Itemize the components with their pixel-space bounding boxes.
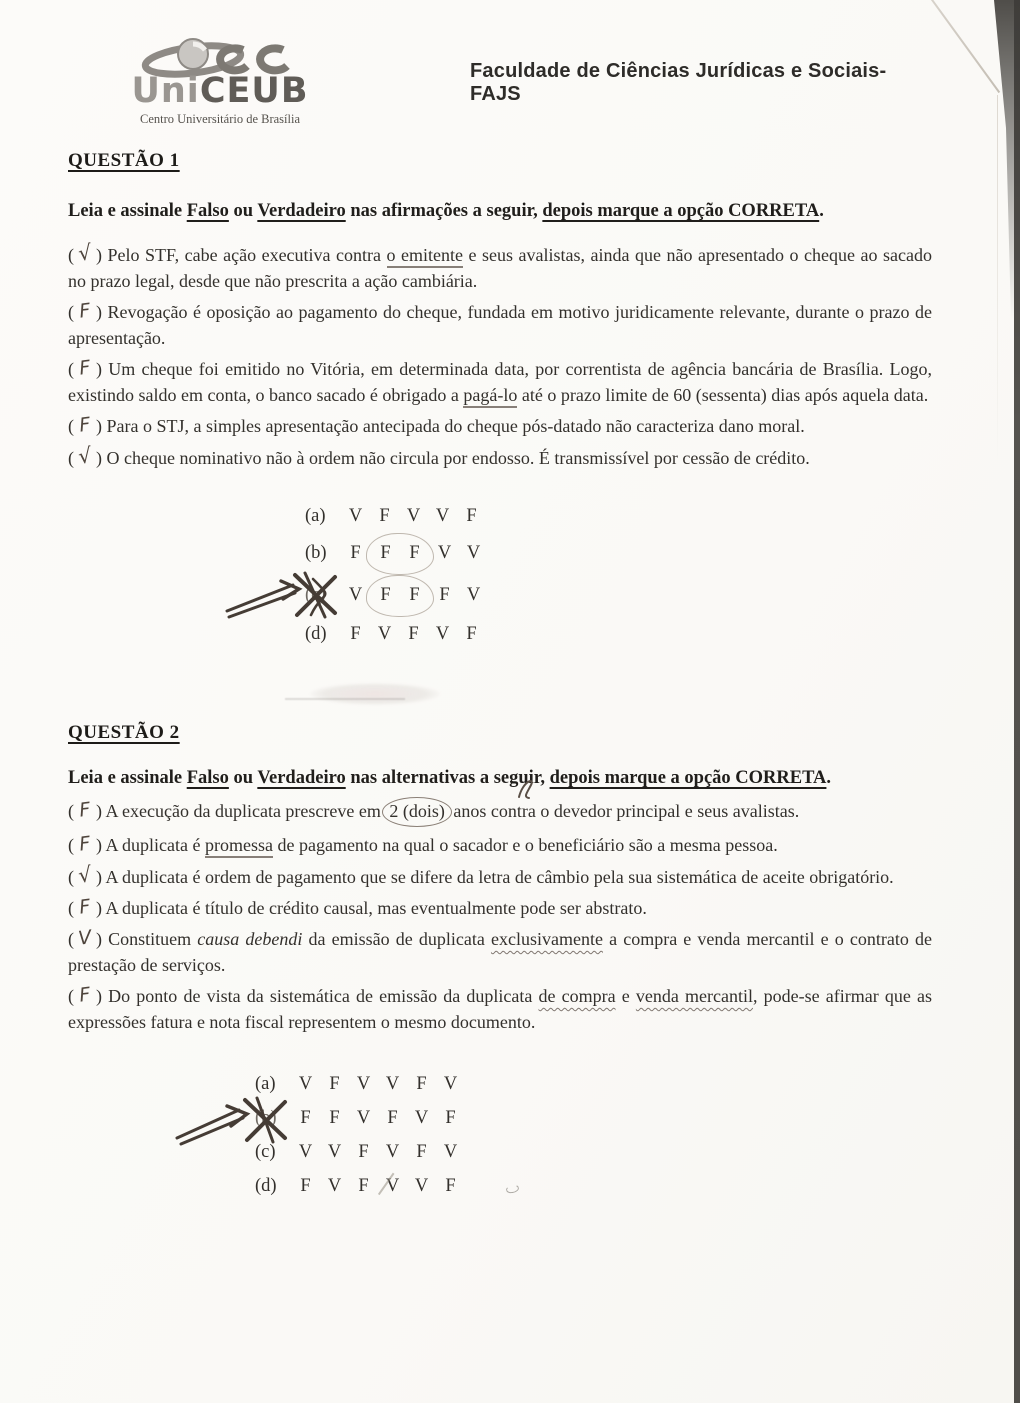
q1-options [305,499,932,651]
latin-term: causa debendi [197,929,303,949]
q1-statement-2: ( F ) Revogação é oposição ao pagamento do cheque, fundada em motivo juridicamente relevante, durante o prazo de apresentação. [68,299,932,351]
faculty-title: Faculdade de Ciências Jurídicas e Sociais- FAJS [470,60,887,105]
handwritten-mark: √ [76,443,93,469]
pen-underlined-text: promessa [205,835,273,858]
question-1-instruction: Leia e assinale Falso ou Verdadeiro nas afirmações a seguir, depois marque a opção CORRETA. [68,201,824,221]
pen-underlined-text: de compra [538,986,616,1006]
handwritten-mark: F [78,798,92,822]
q1-option-c-crossed: (c) V F F F V [305,575,932,617]
pen-underlined-text: o emitente [387,245,463,268]
pen-squiggle-icon [515,777,545,801]
q1-statement-4: ( F ) Para o STJ, a simples apresentação antecipada do cheque pós-datado não caracteriza dano moral. [68,413,932,439]
q2-statement-1: ( F ) A execução da duplicata prescreve em 2 (dois) anos contra o devedor principal e seus avalistas. [68,797,932,827]
pen-underlined-text: venda mercantil [635,986,753,1006]
pencil-circle-annotation: F F [366,533,434,575]
handwritten-mark: F [78,299,92,323]
q2-option-a: (a) V F V V F V [255,1074,458,1094]
brand-wordmark: UniCEUB [131,71,309,111]
handwritten-mark: V [77,926,93,950]
handwritten-mark: √ [76,862,93,888]
pen-scribble-cross-icon [223,567,353,623]
q2-statement-3: ( √ ) A duplicata é ordem de pagamento que se difere da letra de câmbio pela sua sistemática de aceite obrigatório. [68,862,894,888]
page-crease-line-vertical [997,95,998,465]
q2-statement-4: ( F ) A duplicata é título de crédito causal, mas eventualmente pode ser abstrato. [68,895,932,921]
handwritten-mark: F [78,832,92,856]
scan-smudge-line [285,698,405,700]
pen-underlined-text: exclusivamente [490,929,603,949]
pen-circle-annotation: 2 (dois) [382,797,452,827]
scan-smudge [310,683,440,705]
pen-underlined-text: pagá-lo [463,385,517,408]
q2-option-c: (c) V V F V F V [255,1142,458,1162]
q1-statement-5: ( √ ) O cheque nominativo não à ordem não circula por endosso. É transmissível por cessão de crédito. [68,443,810,469]
handwritten-mark: F [78,413,92,437]
scan-edge-strip [1014,0,1020,1403]
q1-statement-3: ( F ) Um cheque foi emitido no Vitória, em determinada data, por correntista de agência bancária de Brasília. Logo, existindo saldo em conta, o banco sacado é obrigado a pagá-lo até o prazo limite de 60 (sessenta) dias após aquela data. [68,356,932,408]
logo-caption: Centro Universitário de Brasília [139,112,301,126]
handwritten-mark: √ [76,240,93,266]
q2-options [255,1067,932,1203]
question-1-title: QUESTÃO 1 [68,150,180,171]
question-2-section [68,720,932,1203]
q2-statement-2: ( F ) A duplicata é promessa de pagamento na qual o sacador e o beneficiário são a mesma pessoa. [68,832,932,858]
q1-option-b: (b) F F F V V [305,533,932,575]
handwritten-mark: F [78,356,92,380]
handwritten-mark: F [78,983,92,1007]
question-2-instruction: Leia e assinale Falso ou Verdadeiro nas alternativas a seguir, depois marque a opção CORRETA. [68,768,832,788]
q2-option-d: (d) F V F V V F [255,1169,932,1203]
handwritten-mark: F [78,895,92,919]
pencil-circle-annotation: F F [366,575,434,617]
q2-option-b-crossed: (b) F F V F V F [255,1101,932,1135]
question-2-title: QUESTÃO 2 [68,722,180,743]
q1-option-d: (d) F V F V F [305,624,477,644]
q2-statement-6: ( F ) Do ponto de vista da sistemática de emissão da duplicata de compra e venda mercantil, pode-se afirmar que as expressões fatura e nota fiscal representem o mesmo documento. [68,983,932,1035]
q1-option-a: (a) V F V V F [305,506,477,526]
uniceub-logo [95,36,345,127]
question-1-section [68,148,932,651]
q1-statement-1: ( √ ) Pelo STF, cabe ação executiva contra o emitente e seus avalistas, ainda que não apresentado o cheque ao sacado no prazo legal, desde que não prescrita a ação cambiária. [68,240,932,291]
q2-statement-5: ( V ) Constituem causa debendi da emissão de duplicata exclusivamente a compra e venda mercantil e o contrato de prestação de serviços. [68,926,932,978]
